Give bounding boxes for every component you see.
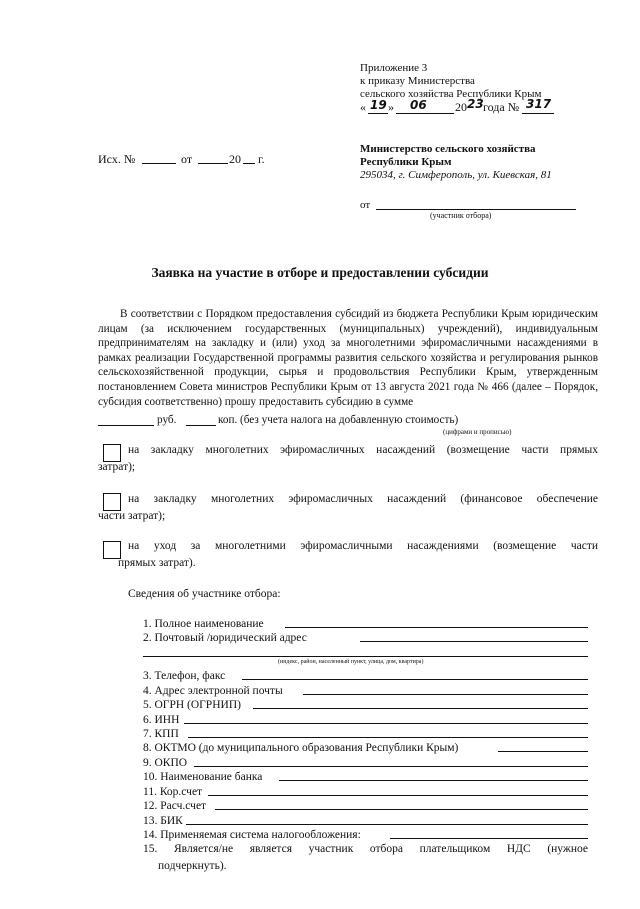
field-okpo-label: 9. ОКПО xyxy=(143,757,188,769)
appendix-ministry-line: сельского хозяйства Республики Крым xyxy=(360,88,542,100)
outgoing-number-label: Исх. № xyxy=(98,152,136,166)
option-2-checkbox[interactable] xyxy=(103,493,121,511)
option-1-line2: затрат); xyxy=(98,461,136,473)
field-postal-address-label: 2. Почтовый /юридический адрес xyxy=(143,632,307,644)
field-oktmo-label: 8. ОКТМО (до муниципального образования Республики Крым) xyxy=(143,742,459,754)
date-day-underline xyxy=(368,113,388,114)
page-title: Заявка на участие в отборе и предоставлении субсидии xyxy=(151,265,489,280)
recipient-line2: Республики Крым xyxy=(360,156,452,168)
outgoing-year-prefix: 20 xyxy=(229,152,241,166)
date-month-underline xyxy=(396,113,454,114)
date-number-underline xyxy=(522,113,554,114)
recipient-from-label: от xyxy=(360,199,371,211)
sum-rub-label: руб. xyxy=(157,414,177,426)
appendix-date-open-quote: « xyxy=(360,100,366,114)
appendix-date-year-prefix: 20 xyxy=(455,100,467,114)
field-corr-account-input[interactable] xyxy=(208,795,588,796)
sum-caption: (цифрами и прописью) xyxy=(443,428,512,436)
option-1-checkbox[interactable] xyxy=(103,444,121,462)
option-2-line1: на закладку многолетних эфиромасличных насаждений (финансовое обеспечение xyxy=(128,493,598,505)
field-settlement-account-label: 12. Расч.счет xyxy=(143,800,207,812)
address-caption: (индекс, район, населенный пункт, улица, дом, квартира) xyxy=(278,659,424,665)
appendix-date-close-quote: » xyxy=(388,100,394,114)
recipient-address: 295034, г. Симферополь, ул. Киевская, 81 xyxy=(360,169,552,181)
option-3-line1: на уход за многолетними эфиромасличными насаждениями (возмещение части xyxy=(128,540,598,552)
appendix-order-line: к приказу Министерства xyxy=(360,75,475,87)
outgoing-date-field[interactable] xyxy=(198,163,228,164)
field-tax-system-label: 14. Применяемая система налогообложения: xyxy=(143,829,361,841)
field-postal-address-input[interactable] xyxy=(360,641,588,642)
option-3-line2: прямых затрат). xyxy=(118,557,196,569)
recipient-line1: Министерство сельского хозяйства xyxy=(360,143,536,155)
field-phone-input[interactable] xyxy=(242,679,588,680)
appendix-date-year: 23 xyxy=(467,97,484,111)
field-bik-label: 13. БИК xyxy=(143,815,183,827)
appendix-date-year-suffix: года № xyxy=(483,100,520,114)
participant-info-heading: Сведения об участнике отбора: xyxy=(128,588,281,600)
field-inn-input[interactable] xyxy=(184,723,588,724)
field-corr-account-label: 11. Кор.счет xyxy=(143,786,203,798)
intro-paragraph: В соответствии с Порядком предоставления субсидий из бюджета Республики Крым юридическим лицам (за исключением государственных (муниципальных) учреждений), индивидуальным предпринимателям на закладку и (или) уход за многолетними эфиромасличными насаждениями в рамках реализации Государственной программы развития сельского хозяйства и регулирования рынков сельскохозяйственной продукции, сырья и продовольствия Республики Крым, утвержденным постановлением Совета министров Республики Крым от 13 августа 2021 года № 466 (далее – Порядок, субсидия соответственно) прошу предоставить субсидию в сумме xyxy=(98,308,598,408)
field-okpo-input[interactable] xyxy=(194,766,588,767)
sum-kop-label: коп. (без учета налога на добавленную стоимость) xyxy=(218,414,459,426)
field-vat-line1: 15. Является/не является участник отбора плательщиком НДС (нужное xyxy=(143,843,588,855)
field-inn-label: 6. ИНН xyxy=(143,714,180,726)
field-settlement-account-input[interactable] xyxy=(215,809,588,810)
field-email-label: 4. Адрес электронной почты xyxy=(143,685,283,697)
outgoing-number-field[interactable] xyxy=(142,163,176,164)
sum-rub-field[interactable] xyxy=(98,425,154,426)
field-postal-address-input-2[interactable] xyxy=(143,656,588,657)
field-kpp-input[interactable] xyxy=(188,737,588,738)
field-email-input[interactable] xyxy=(303,694,588,695)
participant-name-field[interactable] xyxy=(376,209,576,210)
field-vat-line2: подчеркнуть). xyxy=(158,860,227,872)
sum-kop-field[interactable] xyxy=(186,425,216,426)
outgoing-from-label: от xyxy=(181,152,193,166)
field-bik-input[interactable] xyxy=(186,824,588,825)
appendix-date-number: 317 xyxy=(526,97,552,111)
appendix-date-day: 19 xyxy=(370,98,387,112)
participant-caption: (участник отбора) xyxy=(430,211,492,220)
field-bank-name-input[interactable] xyxy=(279,780,588,781)
appendix-date-month: 06 xyxy=(410,98,427,112)
appendix-title: Приложение 3 xyxy=(360,62,428,74)
field-full-name-label: 1. Полное наименование xyxy=(143,618,264,630)
field-ogrn-label: 5. ОГРН (ОГРНИП) xyxy=(143,699,241,711)
outgoing-year-field[interactable] xyxy=(243,163,255,164)
field-oktmo-input[interactable] xyxy=(498,751,588,752)
field-phone-label: 3. Телефон, факс xyxy=(143,670,226,682)
field-bank-name-label: 10. Наименование банка xyxy=(143,771,263,783)
field-ogrn-input[interactable] xyxy=(253,708,588,709)
outgoing-year-suffix: г. xyxy=(258,152,265,166)
field-tax-system-input[interactable] xyxy=(390,838,588,839)
field-full-name-input[interactable] xyxy=(285,627,588,628)
field-kpp-label: 7. КПП xyxy=(143,728,179,740)
option-1-line1: на закладку многолетних эфиромасличных насаждений (возмещение части прямых xyxy=(128,444,598,456)
option-2-line2: части затрат); xyxy=(98,510,166,522)
